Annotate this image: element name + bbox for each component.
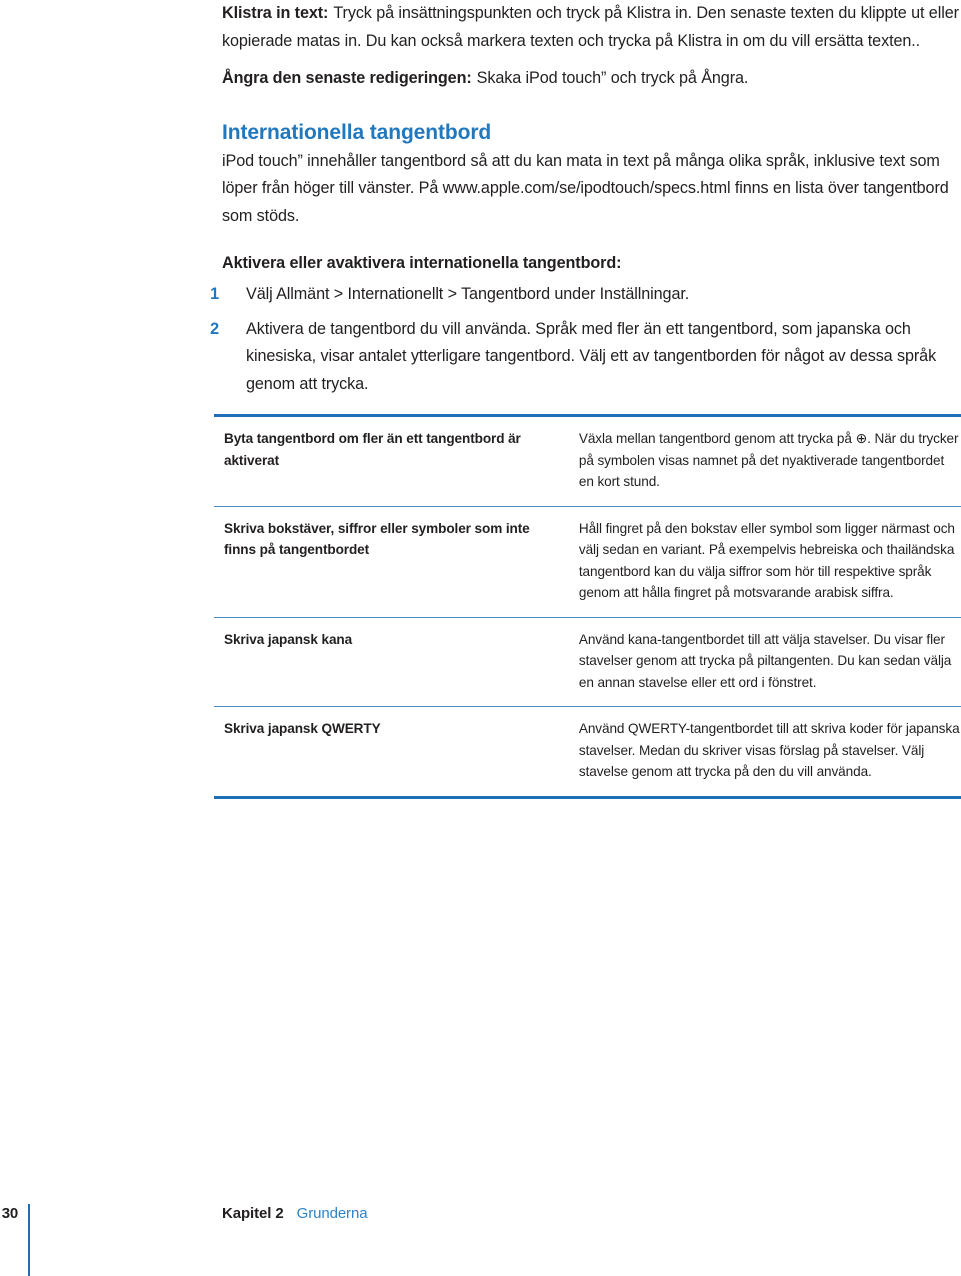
table-cell-term: Byta tangentbord om fler än ett tangentbord är aktiverat [224, 431, 521, 468]
page-number: 30 [1, 1205, 18, 1222]
list-item [210, 316, 961, 399]
paragraph-body-text: Tryck på insättningspunkten och tryck på Klistra in. Den senaste texten du klippte ut eller kopierade matas in. Du kan också markera texten och trycka på Klistra in om du vill ersätta texten.. [222, 4, 959, 50]
globe-icon: ⊕ [855, 431, 868, 447]
page-body [210, 0, 961, 405]
table-row [214, 707, 961, 798]
numbered-steps-list [210, 281, 961, 398]
page-footer [0, 1186, 961, 1276]
paragraph-paste-text [222, 0, 961, 55]
step-number: 2 [210, 319, 219, 338]
table-row [214, 617, 961, 707]
section-international-keyboards [222, 120, 961, 231]
table-row [214, 506, 961, 617]
paragraph-body-text: Skaka iPod touch” och tryck på Ångra. [476, 69, 749, 87]
step-number: 1 [210, 285, 219, 303]
section-intro-text: iPod touch” innehåller tangentbord så att du kan mata in text på många olika språk, inklusive text som löper från höger till vänster. På www.apple.com/se/ipodtouch/specs.html finns en lista över tangentbord som stöds. [222, 151, 949, 225]
table-row [214, 416, 961, 507]
chapter-label: Kapitel 2 [222, 1205, 284, 1222]
step-text: Välj Allmänt > Internationellt > Tangentbord under Inställningar. [246, 285, 690, 303]
page-title: Internationella tangentbord [222, 120, 492, 144]
table-cell-definition [575, 416, 961, 507]
table-cell-definition: Använd QWERTY-tangentbordet till att skriva koder för japanska stavelser. Medan du skriver visas förslag på stavelser. Välj stavelse genom att trycka på den du vill använda. [575, 707, 961, 798]
footer-vertical-rule [28, 1204, 30, 1276]
table-cell-definition: Håll fingret på den bokstav eller symbol som ligger närmast och välj sedan en variant. På exempelvis hebreiska och thailändska tangentbord kan du välja siffror som hör till respektive språk genom att hålla fingret på motsvarande arabisk siffra. [575, 506, 961, 617]
definition-text-before-icon: Växla mellan tangentbord genom att trycka på [578, 431, 856, 446]
step-text: Aktivera de tangentbord du vill använda. Språk med fler än ett tangentbord, som japanska och kinesiska, visar antalet ytterligare tangentbord. Välj ett av tangentborden för något av dessa språk genom att trycka. [246, 319, 937, 393]
paragraph-lead-label: Klistra in text: [222, 4, 329, 22]
task-heading: Aktivera eller avaktivera internationella tangentbord: [222, 254, 622, 272]
table-cell-definition: Använd kana-tangentbordet till att välja stavelser. Du visar fler stavelser genom att trycka på piltangenten. Du kan sedan välja en annan stavelse eller ett ord i fönstret. [575, 617, 961, 707]
table-cell-term: Skriva japansk QWERTY [214, 707, 575, 798]
task-reference-table [214, 414, 961, 799]
breadcrumb [222, 1205, 367, 1222]
table-cell-term: Skriva japansk kana [214, 617, 575, 707]
paragraph-lead-label: Ångra den senaste redigeringen: [222, 69, 472, 87]
chapter-title: Grunderna [296, 1205, 368, 1222]
paragraph-undo-edit [222, 65, 961, 93]
definition-text-after-icon: . När du trycker på symbolen visas namnet på det nyaktiverade tangentbordet en kort stund. [578, 431, 959, 489]
table-cell-term: Skriva bokstäver, siffror eller symboler som inte finns på tangentbordet [214, 506, 575, 617]
list-item [210, 281, 961, 309]
